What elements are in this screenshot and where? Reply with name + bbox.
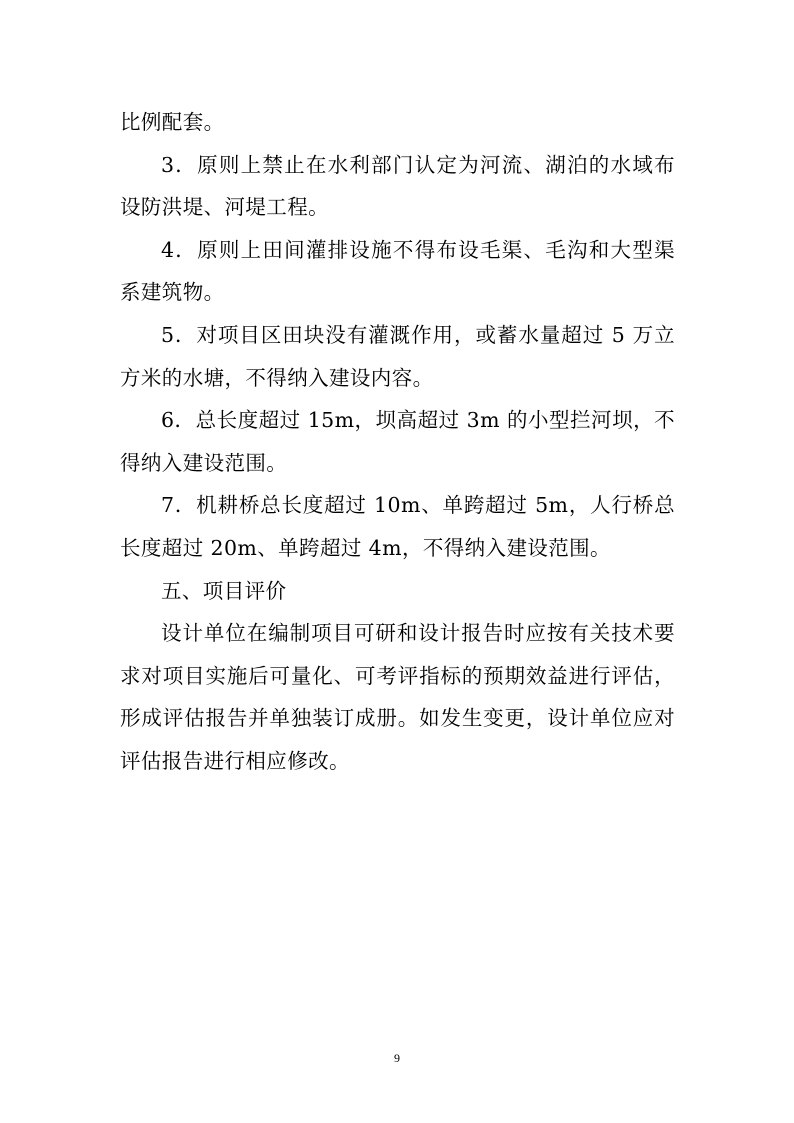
document-body bbox=[120, 101, 675, 783]
paragraph-continuation: 比例配套。 bbox=[120, 110, 225, 134]
paragraph-item-3: 3．原则上禁止在水利部门认定为河流、湖泊的水域布设防洪堤、河堤工程。 bbox=[120, 152, 675, 220]
paragraph-item-4: 4．原则上田间灌排设施不得布设毛渠、毛沟和大型渠系建筑物。 bbox=[120, 237, 675, 305]
section-heading-project-evaluation: 五、项目评价 bbox=[161, 578, 287, 603]
page-number: 9 bbox=[394, 1051, 400, 1065]
paragraph-evaluation-body: 设计单位在编制项目可研和设计报告时应按有关技术要求对项目实施后可量化、可考评指标的预期效益进行评估，形成评估报告并单独装订成册。如发生变更，设计单位应对评估报告进行相应修改。 bbox=[120, 621, 675, 773]
paragraph-item-7: 7．机耕桥总长度超过 10m、单跨超过 5m，人行桥总长度超过 20m、单跨超过 4m，不得纳入建设范围。 bbox=[120, 493, 675, 560]
paragraph-item-6: 6．总长度超过 15m，坝高超过 3m 的小型拦河坝，不得纳入建设范围。 bbox=[120, 408, 675, 475]
paragraph-item-5: 5．对项目区田块没有灌溉作用，或蓄水量超过 5 万立方米的水塘，不得纳入建设内容。 bbox=[120, 322, 675, 390]
